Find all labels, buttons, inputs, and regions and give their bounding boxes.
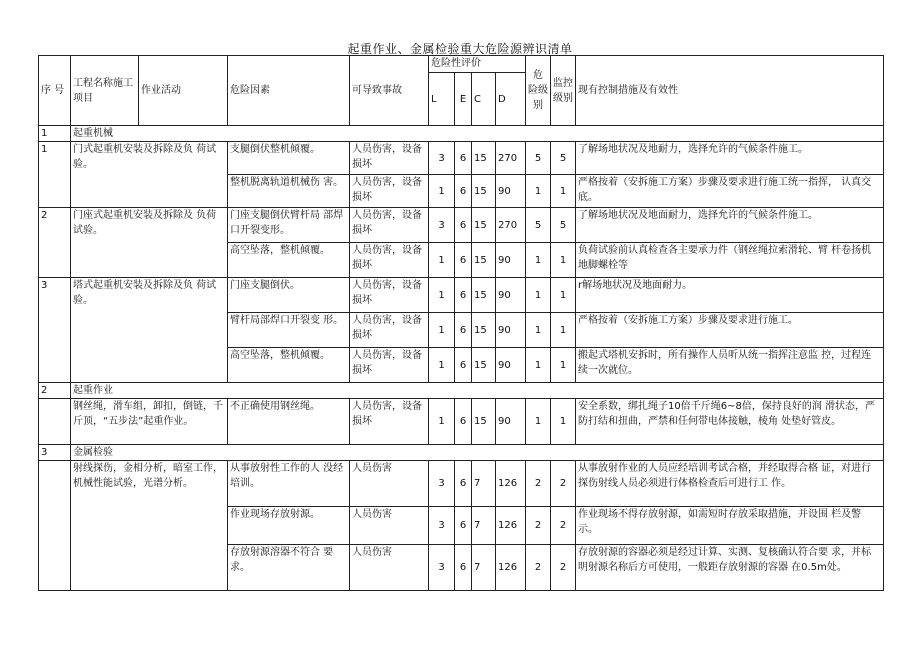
- project-cell: 门座式起重机安装及拆除及 负荷试验。: [71, 208, 228, 278]
- table-row: [39, 461, 884, 507]
- e-value: 6: [455, 208, 472, 243]
- accident-cell: 人员伤害，设备损坏: [350, 243, 429, 278]
- hazard-cell: 高空坠落，整机倾覆。: [228, 348, 350, 383]
- accident-cell: 人员伤害，设备损坏: [350, 278, 429, 313]
- danger-level-value: 5: [526, 142, 551, 175]
- header-eval: 危险性评价: [429, 56, 526, 73]
- d-value: 90: [496, 278, 526, 313]
- d-value: 90: [496, 399, 526, 445]
- e-value: 6: [455, 243, 472, 278]
- e-value: 6: [455, 278, 472, 313]
- measure-cell: 作业现场不得存放射源，如需短时存放采取措施，并设围 栏及警示。: [576, 507, 884, 545]
- hazard-cell: 存放射源溶器不符合 要求。: [228, 545, 350, 591]
- d-value: 126: [496, 461, 526, 507]
- table-row: [39, 208, 884, 243]
- l-value: 1: [429, 399, 455, 445]
- d-value: 90: [496, 348, 526, 383]
- hazard-cell: 门座支腿倒伏。: [228, 278, 350, 313]
- l-value: 1: [429, 313, 455, 348]
- accident-cell: 人员伤害，设备损坏: [350, 208, 429, 243]
- section-title: 金属检验: [71, 445, 884, 461]
- header-monitor-level: 监控级别: [551, 56, 576, 126]
- d-value: 270: [496, 208, 526, 243]
- section-title: 起重作业: [71, 383, 884, 399]
- l-value: 3: [429, 507, 455, 545]
- hazard-cell: 不正确使用钢丝绳。: [228, 399, 350, 445]
- e-value: 6: [455, 507, 472, 545]
- header-hazard: 危险因素: [228, 56, 350, 126]
- e-value: 6: [455, 142, 472, 175]
- hazard-cell: 臂杆局部焊口开裂变 形。: [228, 313, 350, 348]
- hazard-cell: 整机脱离轨道机械伤 害。: [228, 175, 350, 208]
- danger-level-value: 1: [526, 243, 551, 278]
- measure-cell: 了解场地状况及地面耐力，选择允许的气候条件施工。: [576, 208, 884, 243]
- hazard-cell: 从事放射性工作的人 没经培训。: [228, 461, 350, 507]
- c-value: 15: [472, 243, 496, 278]
- section-title: 起重机械: [71, 126, 884, 142]
- monitor-level-value: 1: [551, 175, 576, 208]
- project-cell: 钢丝绳，滑车组，卸扣，倒链，千斤顶，“五步法”起重作业。: [71, 399, 228, 445]
- d-value: 270: [496, 142, 526, 175]
- header-accident: 可导致事故: [350, 56, 429, 126]
- hazard-table: [38, 55, 884, 591]
- l-value: 1: [429, 175, 455, 208]
- header-D: D: [496, 73, 526, 126]
- section-number: 2: [39, 383, 71, 399]
- l-value: 3: [429, 545, 455, 591]
- hazard-cell: 门座支腿倒伏臂杆局 部焊口开裂变形。: [228, 208, 350, 243]
- danger-level-value: 2: [526, 461, 551, 507]
- row-number: 3: [39, 278, 71, 383]
- measure-cell: 负荷试验前认真检查各主要承力件（钢丝绳拉索滑轮、臂 杆卷扬机地脚螺栓等: [576, 243, 884, 278]
- row-number: 1: [39, 142, 71, 208]
- danger-level-value: 1: [526, 348, 551, 383]
- accident-cell: 人员伤害，设备损坏: [350, 313, 429, 348]
- header-E: E: [455, 73, 472, 126]
- page-title: 起重作业、金属检验重大危险源辨识清单: [347, 42, 573, 56]
- section-row: [39, 445, 884, 461]
- project-cell: 塔式起重机安装及拆除及负 荷试验。: [71, 278, 228, 383]
- hazard-cell: 高空坠落，整机倾覆。: [228, 243, 350, 278]
- c-value: 15: [472, 313, 496, 348]
- section-row: [39, 383, 884, 399]
- danger-level-value: 2: [526, 507, 551, 545]
- accident-cell: 人员伤害: [350, 507, 429, 545]
- accident-cell: 人员伤害: [350, 545, 429, 591]
- l-value: 3: [429, 461, 455, 507]
- d-value: 90: [496, 243, 526, 278]
- measure-cell: 搬起式塔机安拆时，所有操作人员听从统一指挥注意监 控，过程连续一次就位。: [576, 348, 884, 383]
- monitor-level-value: 1: [551, 243, 576, 278]
- section-number: 3: [39, 445, 71, 461]
- section-number: 1: [39, 126, 71, 142]
- table-row: [39, 278, 884, 313]
- c-value: 15: [472, 175, 496, 208]
- d-value: 90: [496, 313, 526, 348]
- l-value: 3: [429, 142, 455, 175]
- monitor-level-value: 5: [551, 142, 576, 175]
- l-value: 1: [429, 243, 455, 278]
- l-value: 1: [429, 348, 455, 383]
- c-value: 7: [472, 507, 496, 545]
- monitor-level-value: 1: [551, 278, 576, 313]
- row-number: [39, 461, 71, 591]
- c-value: 7: [472, 461, 496, 507]
- measure-cell: 了解场地状况及地耐力，选择允许的气候条件施工。: [576, 142, 884, 175]
- monitor-level-value: 1: [551, 313, 576, 348]
- danger-level-value: 5: [526, 208, 551, 243]
- monitor-level-value: 2: [551, 461, 576, 507]
- c-value: 15: [472, 208, 496, 243]
- c-value: 15: [472, 348, 496, 383]
- row-number: [39, 399, 71, 445]
- c-value: 15: [472, 399, 496, 445]
- monitor-level-value: 5: [551, 208, 576, 243]
- measure-cell: r解场地状况及地面耐力。: [576, 278, 884, 313]
- measure-cell: 严格按着（安拆施工方案）步骤及要求进行施工。: [576, 313, 884, 348]
- monitor-level-value: 2: [551, 507, 576, 545]
- project-cell: 门式起重机安装及拆除及负 荷试验。: [71, 142, 228, 208]
- project-cell: 射线探伤，金相分析，暗室工作，机械性能试验，光谱分析。: [71, 461, 228, 591]
- d-value: 90: [496, 175, 526, 208]
- d-value: 126: [496, 545, 526, 591]
- monitor-level-value: 2: [551, 545, 576, 591]
- e-value: 6: [455, 399, 472, 445]
- e-value: 6: [455, 175, 472, 208]
- danger-level-value: 1: [526, 175, 551, 208]
- section-row: [39, 126, 884, 142]
- accident-cell: 人员伤害，设备损坏: [350, 142, 429, 175]
- l-value: 1: [429, 278, 455, 313]
- header-seq: 序 号: [39, 56, 71, 126]
- e-value: 6: [455, 313, 472, 348]
- danger-level-value: 2: [526, 545, 551, 591]
- header-project: 工程名称施工项目: [71, 56, 139, 126]
- c-value: 15: [472, 142, 496, 175]
- table-row: [39, 142, 884, 175]
- c-value: 15: [472, 278, 496, 313]
- header-L: L: [429, 73, 455, 126]
- accident-cell: 人员伤害，设备损坏: [350, 175, 429, 208]
- danger-level-value: 1: [526, 399, 551, 445]
- d-value: 126: [496, 507, 526, 545]
- danger-level-value: 1: [526, 313, 551, 348]
- header-measures: 现有控制措施及有效性: [576, 56, 884, 126]
- e-value: 6: [455, 461, 472, 507]
- table-row: [39, 399, 884, 445]
- e-value: 6: [455, 545, 472, 591]
- danger-level-value: 1: [526, 278, 551, 313]
- hazard-cell: 支腿倒伏整机倾覆。: [228, 142, 350, 175]
- measure-cell: 安全系数，绑扎绳子10倍千斤绳6~8倍，保持良好的润 滑状态，严防打结和扭曲，严禁和任何带电体接触，棱角 处垫好管皮。: [576, 399, 884, 445]
- monitor-level-value: 1: [551, 348, 576, 383]
- header-danger-level: 危 险级 别: [526, 56, 551, 126]
- accident-cell: 人员伤害，设备损坏: [350, 399, 429, 445]
- c-value: 7: [472, 545, 496, 591]
- e-value: 6: [455, 348, 472, 383]
- measure-cell: 存放射源的容器必须是经过计算、实测、复核确认符合要 求，并标明射源名称后方可使用，一般距存放射源的容器 在0.5m处。: [576, 545, 884, 591]
- accident-cell: 人员伤害: [350, 461, 429, 507]
- row-number: 2: [39, 208, 71, 278]
- accident-cell: 人员伤害，设备损坏: [350, 348, 429, 383]
- monitor-level-value: 1: [551, 399, 576, 445]
- measure-cell: 从事放射作业的人员应经培训考试合格，并经取得合格 证，对进行探伤射线人员必须进行体格检查后可进行工 作。: [576, 461, 884, 507]
- header-activity: 作业活动: [139, 56, 228, 126]
- hazard-cell: 作业现场存放射源。: [228, 507, 350, 545]
- l-value: 3: [429, 208, 455, 243]
- table-body: [39, 126, 884, 591]
- header-C: C: [472, 73, 496, 126]
- measure-cell: 严格按着（安拆施工方案）步骤及要求进行施工统一指挥， 认真交底。: [576, 175, 884, 208]
